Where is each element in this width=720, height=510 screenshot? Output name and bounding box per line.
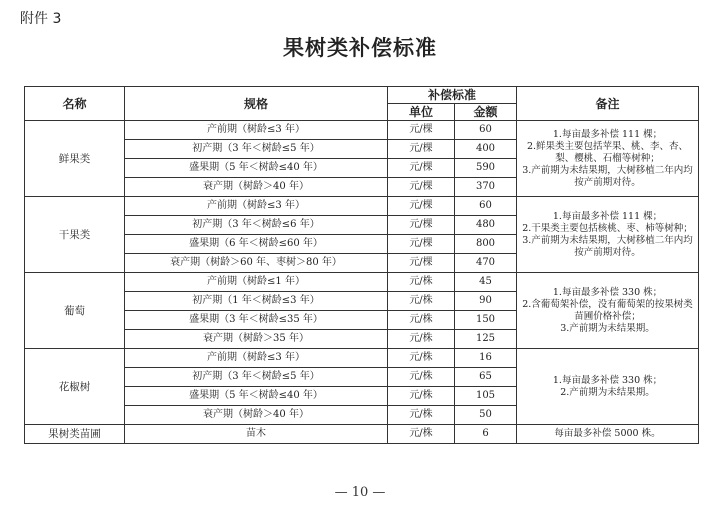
unit-cell: 元/株 [388, 425, 455, 444]
spec-cell: 产前期（树龄≤3 年） [125, 121, 388, 140]
spec-cell: 初产期（3 年＜树龄≤5 年） [125, 368, 388, 387]
amount-cell: 60 [455, 121, 517, 140]
compensation-table [24, 86, 699, 444]
header-amount: 金额 [455, 104, 517, 121]
group-name: 花椒树 [25, 349, 125, 425]
unit-cell: 元/棵 [388, 216, 455, 235]
table-row [25, 273, 699, 292]
unit-cell: 元/株 [388, 330, 455, 349]
note-line: 3.产前期为未结果期。 [560, 322, 655, 334]
unit-cell: 元/棵 [388, 235, 455, 254]
spec-cell: 盛果期（5 年＜树龄≤40 年） [125, 387, 388, 406]
note-line: 3.产前期为未结果期，大树移植二年内均按产前期对待。 [522, 164, 693, 188]
amount-cell: 590 [455, 159, 517, 178]
header-name: 名称 [25, 87, 125, 121]
notes-cell: 每亩最多补偿 5000 株。 [517, 425, 699, 444]
spec-cell: 苗木 [125, 425, 388, 444]
note-line: 2.鲜果类主要包括苹果、桃、李、杏、梨、樱桃、石榴等树种； [526, 140, 689, 164]
table-row-nursery [25, 425, 699, 444]
page-title: 果树类补偿标准 [283, 35, 437, 60]
spec-cell: 产前期（树龄≤3 年） [125, 349, 388, 368]
unit-cell: 元/株 [388, 349, 455, 368]
spec-cell: 产前期（树龄≤3 年） [125, 197, 388, 216]
note-line: 3.产前期为未结果期，大树移植二年内均按产前期对待。 [522, 234, 693, 258]
spec-cell: 产前期（树龄≤1 年） [125, 273, 388, 292]
amount-cell: 125 [455, 330, 517, 349]
spec-cell: 初产期（3 年＜树龄≤6 年） [125, 216, 388, 235]
note-line: 1.每亩最多补偿 330 株； [552, 286, 663, 298]
header-notes: 备注 [517, 87, 699, 121]
note-line: 1.每亩最多补偿 111 棵； [552, 210, 663, 222]
amount-cell: 45 [455, 273, 517, 292]
page-number: — 10 — [334, 485, 386, 500]
amount-cell: 50 [455, 406, 517, 425]
spec-cell: 盛果期（6 年＜树龄≤60 年） [125, 235, 388, 254]
amount-cell: 470 [455, 254, 517, 273]
unit-cell: 元/株 [388, 311, 455, 330]
note-line: 2.产前期为未结果期。 [560, 386, 655, 398]
unit-cell: 元/株 [388, 368, 455, 387]
group-name: 干果类 [25, 197, 125, 273]
amount-cell: 480 [455, 216, 517, 235]
unit-cell: 元/棵 [388, 121, 455, 140]
table-row [25, 349, 699, 368]
spec-cell: 初产期（3 年＜树龄≤5 年） [125, 140, 388, 159]
note-line: 2.干果类主要包括核桃、枣、柿等树种； [522, 222, 693, 234]
spec-cell: 初产期（1 年＜树龄≤3 年） [125, 292, 388, 311]
table-row [25, 121, 699, 140]
spec-cell: 衰产期（树龄＞35 年） [125, 330, 388, 349]
notes-cell [517, 349, 699, 425]
amount-cell: 65 [455, 368, 517, 387]
amount-cell: 16 [455, 349, 517, 368]
unit-cell: 元/棵 [388, 140, 455, 159]
amount-cell: 150 [455, 311, 517, 330]
spec-cell: 盛果期（3 年＜树龄≤35 年） [125, 311, 388, 330]
amount-cell: 105 [455, 387, 517, 406]
unit-cell: 元/棵 [388, 254, 455, 273]
header-compensation: 补偿标准 [388, 87, 517, 104]
amount-cell: 90 [455, 292, 517, 311]
note-line: 2.含葡萄架补偿，没有葡萄架的按果树类苗圃价格补偿； [522, 298, 693, 322]
notes-cell [517, 121, 699, 197]
amount-cell: 400 [455, 140, 517, 159]
unit-cell: 元/株 [388, 406, 455, 425]
header-unit: 单位 [388, 104, 455, 121]
amount-cell: 6 [455, 425, 517, 444]
spec-cell: 衰产期（树龄＞60 年、枣树＞80 年） [125, 254, 388, 273]
spec-cell: 衰产期（树龄＞40 年） [125, 406, 388, 425]
note-line: 1.每亩最多补偿 330 株； [552, 374, 663, 386]
table-row [25, 197, 699, 216]
attachment-label: 附件 3 [20, 11, 62, 27]
unit-cell: 元/株 [388, 387, 455, 406]
spec-cell: 盛果期（5 年＜树龄≤40 年） [125, 159, 388, 178]
amount-cell: 60 [455, 197, 517, 216]
unit-cell: 元/株 [388, 292, 455, 311]
note-line: 1.每亩最多补偿 111 棵； [552, 128, 663, 140]
unit-cell: 元/棵 [388, 159, 455, 178]
group-name: 果树类苗圃 [25, 425, 125, 444]
spec-cell: 衰产期（树龄＞40 年） [125, 178, 388, 197]
notes-cell [517, 273, 699, 349]
header-spec: 规格 [125, 87, 388, 121]
unit-cell: 元/棵 [388, 178, 455, 197]
notes-cell [517, 197, 699, 273]
group-name: 鲜果类 [25, 121, 125, 197]
unit-cell: 元/棵 [388, 197, 455, 216]
unit-cell: 元/株 [388, 273, 455, 292]
amount-cell: 800 [455, 235, 517, 254]
group-name: 葡萄 [25, 273, 125, 349]
amount-cell: 370 [455, 178, 517, 197]
